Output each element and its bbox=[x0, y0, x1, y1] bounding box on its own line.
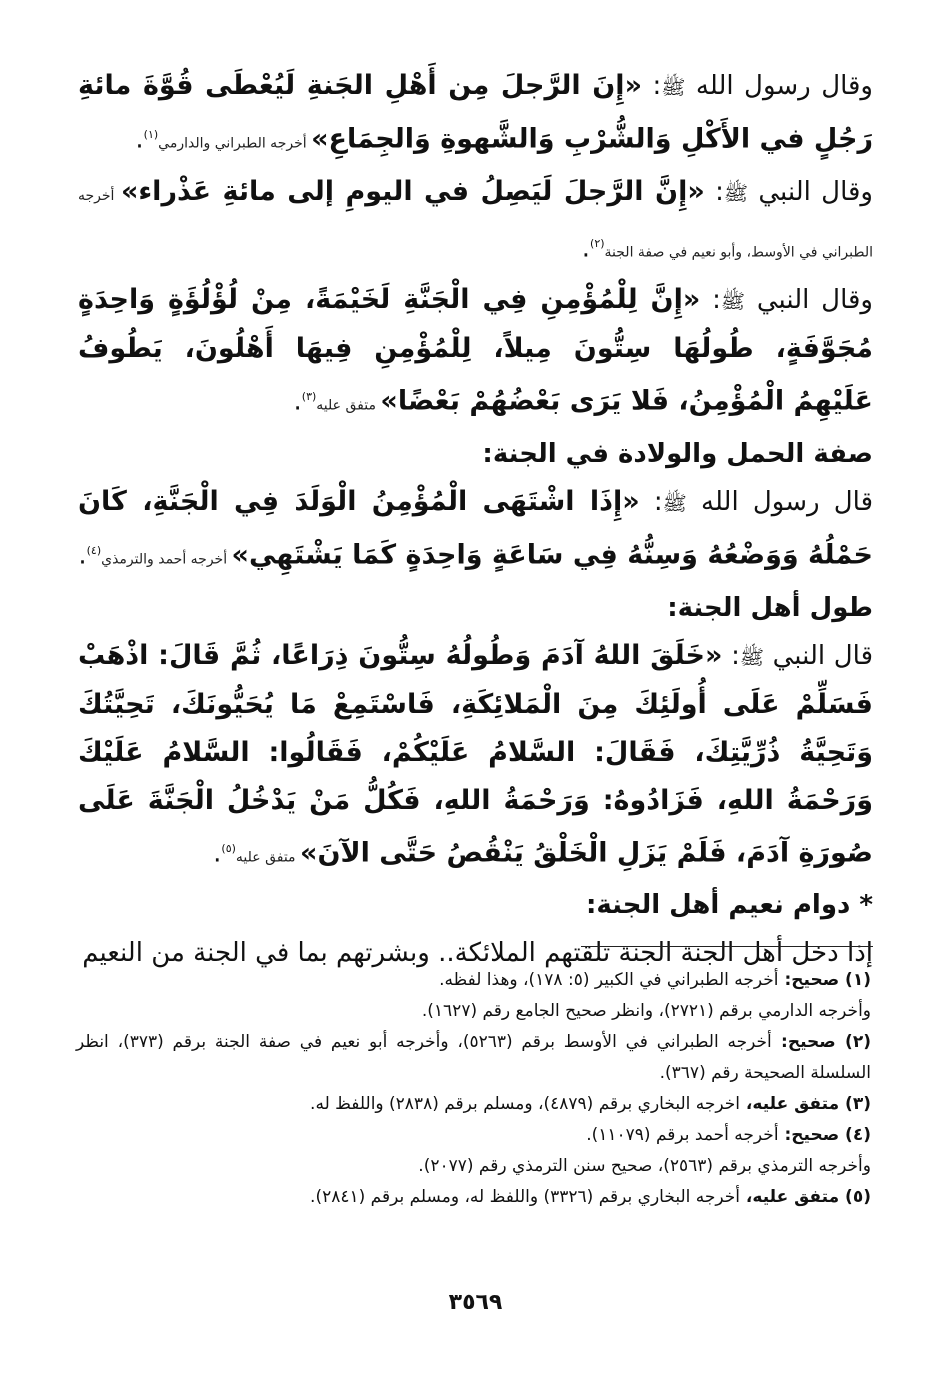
footnote-ref[interactable]: (٤) bbox=[86, 543, 102, 557]
hadith-intro: وقال رسول الله bbox=[685, 71, 873, 101]
footnote-ref[interactable]: (٥) bbox=[221, 841, 236, 855]
period: . bbox=[581, 233, 591, 264]
footnote-text: أخرجه الطبراني في الأوسط برقم (٥٢٦٣)، وأخرجه أبو نعيم في صفة الجنة برقم (٣٧٣)، انظر السلسلة الصحيحة رقم (٣٦٧). bbox=[76, 1032, 871, 1083]
footnote-line bbox=[76, 965, 871, 996]
hadith-paragraph bbox=[78, 168, 873, 277]
footnote-line bbox=[76, 1151, 871, 1182]
hadith-intro: قال رسول الله bbox=[686, 486, 874, 517]
section-heading-height: طول أهل الجنة: bbox=[667, 592, 873, 623]
hadith-paragraph bbox=[78, 478, 873, 584]
source-note: متفق عليه bbox=[235, 849, 301, 866]
footnote-ref[interactable]: (٢) bbox=[590, 236, 605, 250]
salutation-glyph: ﷺ bbox=[723, 180, 749, 205]
footnote-line bbox=[76, 1182, 871, 1213]
footnote-text: اخرجه البخاري برقم (٤٨٧٩)، ومسلم برقم (٢٨٣٨) واللفظ له. bbox=[310, 1094, 741, 1114]
period: . bbox=[78, 540, 87, 571]
hadith-quote: «إِذَا اشْتَهَى الْمُؤْمِنُ الْوَلَدَ فِي الْجَنَّةِ، كَانَ حَمْلُهُ وَوَضْعُهُ وَسِنُّهُ فِي سَاعَةٍ وَاحِدَةٍ كَمَا يَشْتَهِي» bbox=[78, 485, 873, 571]
hadith-quote: «خَلَقَ اللهُ آدَمَ وَطُولُهُ سِتُّونَ ذِرَاعًا، ثُمَّ قَالَ: اذْهَبْ فَسَلِّمْ عَلَى أُولَئِكَ مِنَ الْمَلائِكَةِ، فَاسْتَمِعْ مَا يُحَيُّونَكَ، تَحِيَّتُكَ وَتَحِيَّةُ ذُرِّيَّتِكَ، فَقَالَ: السَّلامُ عَلَيْكُمْ، فَقَالُوا: السَّلامُ عَلَيْكَ وَرَحْمَةُ اللهِ، فَزَادُوهُ: وَرَحْمَةُ اللهِ، فَكُلُّ مَنْ يَدْخُلُ الْجَنَّةَ عَلَى صُورَةِ آدَمَ، فَلَمْ يَزَلِ الْخَلْقُ يَنْقُصُ حَتَّى الآنَ» bbox=[78, 639, 873, 869]
main-text bbox=[78, 62, 873, 977]
footnote-divider bbox=[581, 946, 873, 947]
hadith-paragraph bbox=[78, 62, 873, 168]
source-note: أخرجه أحمد والترمذي bbox=[101, 551, 232, 568]
salutation-glyph: ﷺ bbox=[720, 289, 746, 314]
hadith-intro: وقال النبي bbox=[745, 285, 873, 316]
footnote-line bbox=[76, 996, 871, 1027]
footnote-label: (٤) صحيح: bbox=[778, 1125, 871, 1145]
hadith-paragraph bbox=[78, 276, 873, 430]
hadith-quote: «إِنَ الرَّجلَ مِن أَهْلِ الجَنةِ لَيُعْطَى قُوَّةَ مائةِ رَجُلٍ في الأَكْلِ وَالشُّرْبِ وَالشَّهوةِ وَالجِمَاعِ» bbox=[78, 70, 873, 155]
period: . bbox=[135, 124, 144, 155]
body-paragraph: إذا دخل أهل الجنة الجنة تلقتهم الملائكة.. وبشرتهم بما في الجنة من النعيم bbox=[82, 938, 873, 969]
hadith-quote: «إِنَّ الرَّجلَ لَيَصِلُ في اليومِ إلى مائةِ عَذْراء» bbox=[120, 175, 705, 207]
page-number: ٣٥٦٩ bbox=[448, 1290, 503, 1315]
source-note: متفق عليه bbox=[316, 397, 381, 414]
footnote-line bbox=[76, 1120, 871, 1151]
period: . bbox=[293, 386, 302, 417]
footnotes bbox=[76, 965, 871, 1213]
source-note: أخرجه الطبراني والدارمي bbox=[158, 135, 312, 152]
section-heading-bliss: * دوام نعيم أهل الجنة: bbox=[585, 890, 873, 921]
footnote-ref[interactable]: (١) bbox=[143, 128, 159, 141]
salutation-glyph: ﷺ bbox=[662, 490, 687, 515]
footnote-line bbox=[76, 1089, 871, 1120]
footnote-label: (١) صحيح: bbox=[778, 970, 871, 990]
footnote-text: أخرجه البخاري برقم (٣٣٢٦) واللفظ له، ومسلم برقم (٢٨٤١). bbox=[310, 1187, 741, 1207]
footnote-text: أخرجه أحمد برقم (١١٠٧٩). bbox=[586, 1125, 779, 1145]
footnote-text: وأخرجه الترمذي برقم (٢٥٦٣)، صحيح سنن الترمذي رقم (٢٠٧٧). bbox=[418, 1156, 871, 1176]
footnote-text: أخرجه الطبراني في الكبير (٥: ١٧٨)، وهذا لفظه. bbox=[439, 970, 779, 990]
footnote-label: (٥) متفق عليه، bbox=[740, 1187, 871, 1207]
footnote-label: (٢) صحيح: bbox=[771, 1032, 871, 1052]
footnote-text: وأخرجه الدارمي برقم (٢٧٢١)، وانظر صحيح الجامع رقم (١٦٢٧). bbox=[421, 1001, 871, 1021]
colon: : bbox=[639, 486, 663, 517]
salutation-glyph: ﷺ bbox=[661, 75, 686, 99]
footnote-ref[interactable]: (٣) bbox=[301, 390, 317, 404]
footnote-label: (٣) متفق عليه، bbox=[740, 1094, 871, 1114]
hadith-paragraph bbox=[78, 632, 873, 882]
hadith-quote: «إِنَّ لِلْمُؤْمِنِ فِي الْجَنَّةِ لَخَيْمَةً، مِنْ لُؤْلُؤَةٍ وَاحِدَةٍ مُجَوَّفَةٍ، طُولُهَا سِتُّونَ مِيلاً، لِلْمُؤْمِنِ فِيهَا أَهْلُونَ، يَطُوفُ عَلَيْهِمُ الْمُؤْمِنُ، فَلا يَرَى بَعْضُهُمْ بَعْضًا» bbox=[78, 284, 873, 417]
colon: : bbox=[700, 285, 721, 316]
source-note: أخرجه الطبراني في الأوسط، وأبو نعيم في صفة الجنة bbox=[78, 187, 873, 261]
colon: : bbox=[704, 176, 724, 207]
section-heading-birth: صفة الحمل والولادة في الجنة: bbox=[482, 438, 873, 469]
footnote-line bbox=[76, 1027, 871, 1089]
hadith-intro: قال النبي bbox=[764, 640, 874, 671]
colon: : bbox=[722, 640, 740, 671]
colon: : bbox=[642, 71, 662, 101]
period: . bbox=[213, 838, 222, 869]
salutation-glyph: ﷺ bbox=[739, 644, 765, 669]
hadith-intro: وقال النبي bbox=[748, 176, 873, 207]
